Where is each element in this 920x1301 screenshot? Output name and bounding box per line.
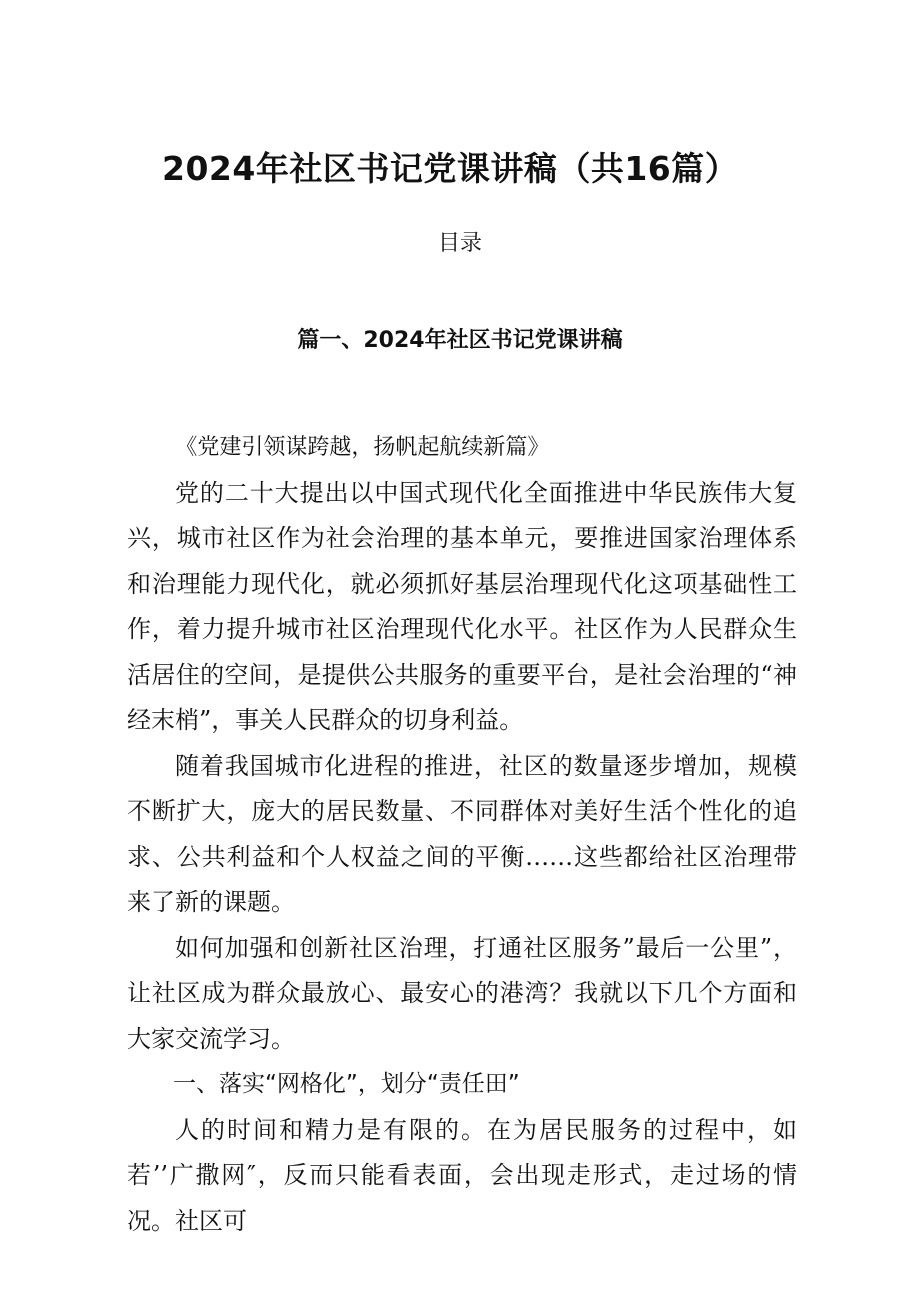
- section-paragraph: 人的时间和精力是有限的。在为居民服务的过程中，如若’’广撒网″，反而只能看表面，会出现走形式，走过场的情况。社区可: [127, 1115, 797, 1235]
- toc-label: 目录: [437, 231, 482, 256]
- body-paragraph-1: 党的二十大提出以中国式现代化全面推进中华民族伟大复兴，城市社区作为社会治理的基本单元，要推进国家治理体系和治理能力现代化，就必须抓好基层治理现代化这项基础性工作，着力提升城市社区治理现代化水平。社区作为人民群众生活居住的空间，是提供公共服务的重要平台，是社会治理的“神经末梢”，事关人民群众的切身利益。: [127, 478, 797, 734]
- section-heading: 一、落实“网格化”，划分“责任田”: [173, 1071, 520, 1097]
- body-paragraph-2: 随着我国城市化进程的推进，社区的数量逐步增加，规模不断扩大，庞大的居民数量、不同群体对美好生活个性化的追求、公共利益和个人权益之间的平衡……这些都给社区治理带来了新的课题。: [127, 751, 797, 916]
- article-body: [127, 425, 797, 1244]
- article-heading: 篇一、2024年社区书记党课讲稿: [297, 328, 623, 353]
- document-title: 2024年社区书记党课讲稿（共16篇）: [162, 149, 739, 188]
- article-subtitle: 《党建引领谋跨越，扬帆起航续新篇》: [175, 435, 550, 460]
- body-paragraph-3: 如何加强和创新社区治理，打通社区服务”最后一公里”，让社区成为群众最放心、最安心的港湾？我就以下几个方面和大家交流学习。: [127, 933, 797, 1053]
